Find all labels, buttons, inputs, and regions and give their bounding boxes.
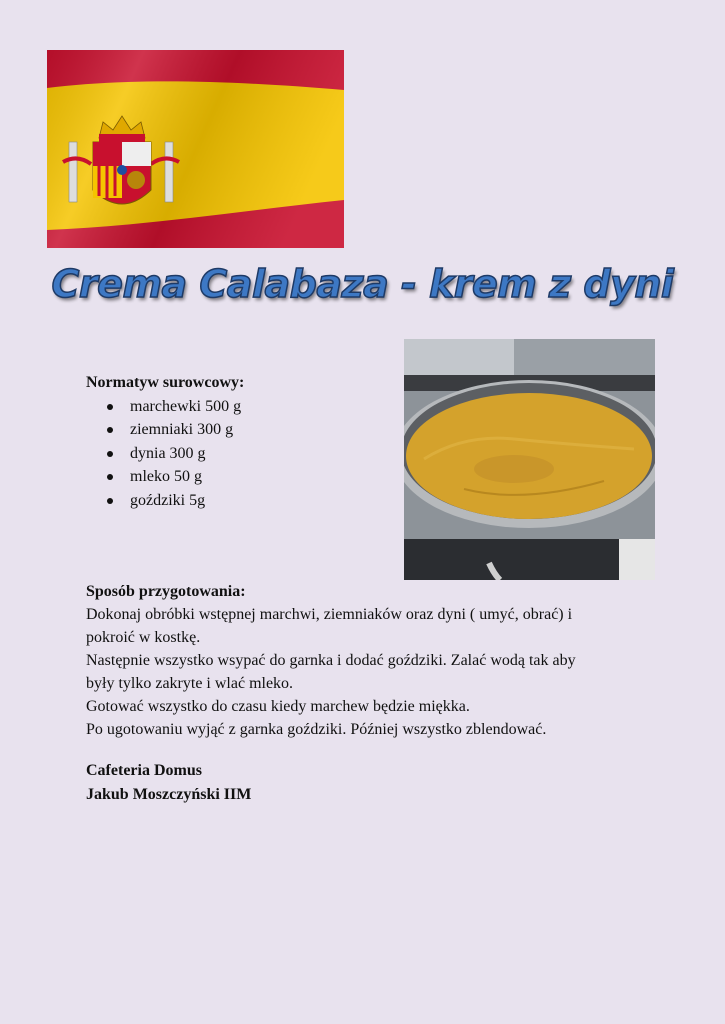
method-heading: Sposób przygotowania: [86, 583, 246, 600]
method-line: pokroić w kostkę. [86, 629, 201, 646]
footer-credits [86, 759, 251, 807]
list-item: mleko 50 g [86, 465, 244, 489]
method-line: Dokonaj obróbki wstępnej marchwi, ziemniaków oraz dyni ( umyć, obrać) i [86, 606, 573, 623]
method-line: były tylko zakryte i wlać mleko. [86, 675, 294, 692]
list-item: dynia 300 g [86, 442, 244, 466]
method-line: Gotować wszystko do czasu kiedy marchew będzie miękka. [86, 698, 470, 715]
ingredients-section [86, 371, 244, 512]
pumpkin-soup-pan-photo [404, 339, 655, 580]
method-section [86, 580, 626, 741]
list-item: marchewki 500 g [86, 395, 244, 419]
list-item: ziemniaki 300 g [86, 418, 244, 442]
author-name: Jakub Moszczyński IIM [86, 786, 252, 803]
method-line: Następnie wszystko wsypać do garnka i dodać goździki. Zalać wodą tak aby [86, 652, 576, 669]
cafeteria-name: Cafeteria Domus [86, 762, 202, 779]
spain-flag-image [47, 50, 344, 248]
method-line: Po ugotowaniu wyjąć z garnka goździki. Później wszystko zblendować. [86, 721, 547, 738]
page-title: Crema Calabaza - krem z dyni [51, 262, 674, 306]
ingredients-list [86, 395, 244, 513]
list-item: goździki 5g [86, 489, 244, 513]
ingredients-heading: Normatyw surowcowy: [86, 374, 245, 391]
